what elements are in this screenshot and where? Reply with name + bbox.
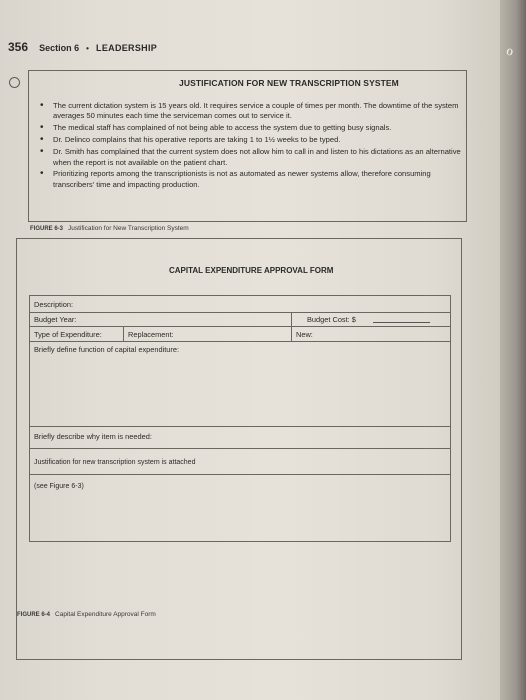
- list-item: • Dr. Smith has complained that the current system does not allow him to call in and listen to his dictations as an alternative when the report is not available on the patient chart.: [37, 147, 462, 168]
- list-item: • Dr. Delinco complains that his operative reports are taking 1 to 1½ weeks to be typed.: [37, 135, 462, 145]
- binder-hole-icon: [9, 77, 20, 88]
- list-item: • The current dictation system is 15 years old. It requires service a couple of times per month. The downtime of the system averages 50 minutes each time the serviceman comes out to service it.: [37, 101, 462, 122]
- page-edge-shadow: [500, 0, 526, 700]
- figure-6-4-caption: [17, 611, 156, 618]
- page-number: 356: [8, 40, 29, 54]
- needed-label: Briefly describe why item is needed:: [34, 432, 152, 441]
- approval-form-figure: [16, 238, 462, 660]
- justification-box: [28, 70, 467, 222]
- budget-cost-line: [373, 322, 430, 323]
- justification-title: JUSTIFICATION FOR NEW TRANSCRIPTION SYSTEM: [179, 78, 399, 88]
- divider: [291, 312, 292, 341]
- section-label: Section 6: [39, 43, 80, 53]
- figure-label: FIGURE 6-4: [17, 612, 51, 618]
- figure-caption-text: Justification for New Transcription System: [68, 225, 189, 232]
- justification-list: [37, 101, 462, 192]
- figure-label: FIGURE 6-3: [30, 226, 64, 232]
- divider: [30, 448, 450, 449]
- divider: [123, 326, 124, 341]
- description-label: Description:: [34, 300, 74, 309]
- form-title: CAPITAL EXPENDITURE APPROVAL FORM: [169, 266, 334, 275]
- header-bullet: •: [86, 44, 89, 53]
- function-label: Briefly define function of capital expenditure:: [34, 345, 180, 354]
- running-header: [8, 40, 157, 54]
- approval-form: [29, 295, 451, 542]
- attached-note: Justification for new transcription system is attached: [34, 459, 196, 466]
- divider: [30, 426, 450, 427]
- see-figure-note: (see Figure 6-3): [34, 483, 84, 490]
- divider: [30, 341, 450, 342]
- new-label: New:: [296, 330, 313, 339]
- budget-cost-label: Budget Cost: $: [307, 315, 356, 324]
- list-item: • The medical staff has complained of not being able to access the system due to getting busy signals.: [37, 123, 462, 133]
- type-of-expenditure-label: Type of Expenditure:: [34, 330, 102, 339]
- figure-caption-text: Capital Expenditure Approval Form: [55, 611, 156, 618]
- divider: [30, 326, 450, 327]
- adjacent-page-glyph: ℴ: [506, 42, 514, 59]
- figure-6-3-caption: [30, 225, 189, 232]
- section-title: LEADERSHIP: [96, 43, 158, 53]
- list-item: • Prioritizing reports among the transcriptionists is not as automated as newer systems allow, therefore consuming transcribers' time and impacting production.: [37, 169, 462, 190]
- divider: [30, 312, 450, 313]
- divider: [30, 474, 450, 475]
- budget-year-label: Budget Year:: [34, 315, 77, 324]
- replacement-label: Replacement:: [128, 330, 174, 339]
